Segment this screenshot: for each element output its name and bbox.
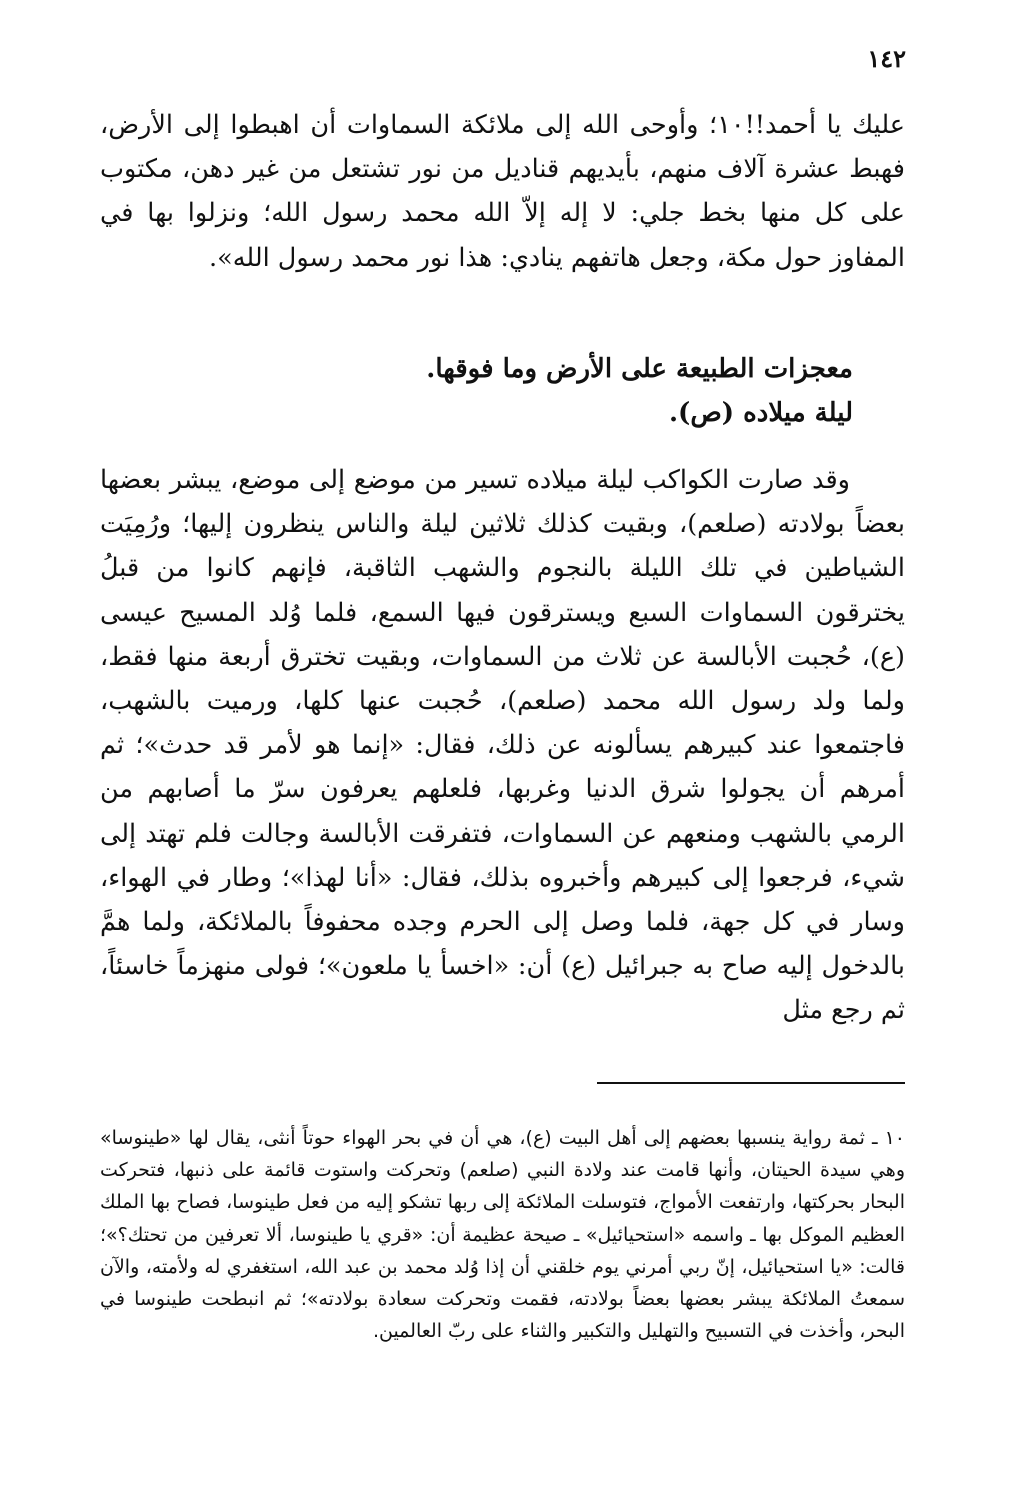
paragraph-2: وقد صارت الكواكب ليلة ميلاده تسير من موضع إلى موضع، يبشر بعضها بعضاً بولادته (صلعم)، وبقيت كذلك ثلاثين ليلة والناس ينظرون إليها؛ ورُمِيَت الشياطين في تلك الليلة بالنجوم والشهب الثاقبة، فإنهم كانوا من قبلُ يخترقون السماوات السبع ويسترقون فيها السمع، فلما وُلد المسيح عيسى (ع)، حُجبت الأبالسة عن ثلاث من السماوات، وبقيت تخترق أربعة منها فقط، ولما ولد رسول الله محمد (صلعم)، حُجبت عنها كلها، ورميت بالشهب، فاجتمعوا عند كبيرهم يسألونه عن ذلك، فقال: «إنما هو لأمر قد حدث»؛ ثم أمرهم أن يجولوا شرق الدنيا وغربها، فلعلهم يعرفون سرّ ما أصابهم من الرمي بالشهب ومنعهم عن السماوات، فتفرقت الأبالسة وجالت فلم تهتد إلى شيء، فرجعوا إلى كبيرهم وأخبروه بذلك، فقال: «أنا لهذا»؛ وطار في الهواء، وسار في كل جهة، فلما وصل إلى الحرم وجده محفوفاً بالملائكة، ولما همَّ بالدخول إليه صاح به جبرائيل (ع) أن: «اخسأ يا ملعون»؛ فولى منهزماً خاسئاً، ثم رجع مثل [100, 465, 905, 1026]
page-number: ١٤٢ [867, 44, 906, 73]
footnote [100, 1122, 905, 1347]
footnote-text: ثمة رواية ينسبها بعضهم إلى أهل البيت (ع)، هي أن في بحر الهواء حوتاً أنثى، يقال لها «طينوسا» وهي سيدة الحيتان، وأنها قامت عند ولادة النبي (صلعم) وتحركت واستوت قائمة على ذنبها، فتحركت البحار بحركتها، وارتفعت الأمواج، فتوسلت الملائكة إلى ربها تشكو إليه من فعل طينوسا، فصاح بها الملك العظيم الموكل بها ـ واسمه «استحيائيل» ـ صيحة عظيمة أن: «قري يا طينوسا، ألا تعرفين من تحتك؟»؛ قالت: «يا استحيائيل، إنّ ربي أمرني يوم خلقني أن إذا وُلد محمد بن عبد الله، استغفري له ولأمته، والآن سمعتُ الملائكة يبشر بعضها بعضاً بولادته، فقمت وتحركت سعادة بولادته»؛ ثم انبطحت طينوسا في البحر، وأخذت في التسبيح والتهليل والتكبير والثناء على ربّ العالمين. [100, 1127, 905, 1343]
section-subheading: ليلة ميلاده (ص). [669, 398, 853, 428]
paragraph-1: عليك يا أحمد!!١٠؛ وأوحى الله إلى ملائكة السماوات أن اهبطوا إلى الأرض، فهبط عشرة آلاف منهم، بأيديهم قناديل من نور تشتعل من غير دهن، مكتوب على كل منها بخط جلي: لا إله إلاّ الله محمد رسول الله؛ ونزلوا بها في المفاوز حول مكة، وجعل هاتفهم ينادي: هذا نور محمد رسول الله». [100, 110, 906, 273]
section-heading: معجزات الطبيعة على الأرض وما فوقها. [426, 354, 853, 384]
footnote-divider [597, 1082, 905, 1084]
footnote-marker: ١٠ ـ [871, 1127, 905, 1149]
